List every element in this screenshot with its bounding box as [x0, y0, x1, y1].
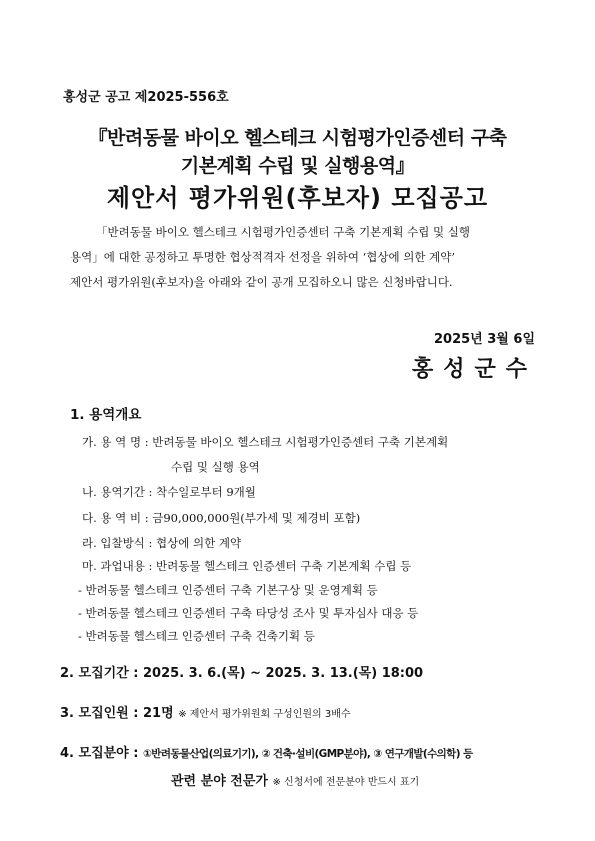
overview-item-name-cont: 수립 및 실행 용역 — [171, 460, 260, 474]
title-line-2: 기본계획 수립 및 실행용역』 — [180, 155, 415, 177]
issuer-name: 홍성군수 — [411, 356, 537, 382]
section-4-colon: : — [133, 746, 144, 761]
section-4-label: 4. 모집분야 — [60, 746, 129, 761]
overview-item-name: 가. 용 역 명 : 반려동물 바이오 헬스테크 시험평가인증센터 구축 기본계획 — [82, 435, 449, 449]
overview-item-cost: 다. 용 역 비 : 금90,000,000원(부가세 및 제경비 포함) — [82, 511, 361, 525]
section-2-colon: : — [133, 666, 144, 681]
section-4-recruit-fields — [60, 742, 473, 761]
section-1-heading: 1. 용역개요 — [70, 407, 142, 423]
scope-detail: - 반려동물 헬스테크 인증센터 구축 타당성 조사 및 투자심사 대응 등 — [78, 606, 419, 620]
section-2-value: 2025. 3. 6.(목) ~ 2025. 3. 13.(목) 18:00 — [143, 666, 424, 681]
section-3-recruit-count — [60, 702, 351, 721]
intro-line-2: 용역」에 대한 공정하고 투명한 협상적격자 선정을 위하여 ‘협상에 의한 계약’ — [70, 250, 455, 264]
section-4-note: ※ 신청서에 전문분야 반드시 표기 — [272, 777, 420, 788]
section-3-note: ※ 제안서 평가위원회 구성인원의 3배수 — [178, 709, 351, 720]
title-line-1: 『반려동물 바이오 헬스테크 시험평가인증센터 구축 — [88, 127, 507, 149]
section-4-experts: 관련 분야 전문가 — [171, 774, 268, 789]
scope-detail: - 반려동물 헬스테크 인증센터 구축 건축기획 등 — [78, 629, 315, 643]
notice-number: 홍성군 공고 제2025-556호 — [63, 90, 229, 105]
intro-line-1: 「반려동물 바이오 헬스테크 시험평가인증센터 구축 기본계획 수립 및 실행 — [96, 225, 471, 239]
overview-item-period: 나. 용역기간 : 착수일로부터 9개월 — [82, 485, 256, 499]
section-3-label: 3. 모집인원 — [60, 706, 129, 721]
overview-item-scope: 마. 과업내용 : 반려동물 헬스테크 인증센터 구축 기본계획 수립 등 — [82, 559, 412, 573]
notice-date: 2025년 3월 6일 — [434, 332, 535, 347]
section-4-fields: ①반려동물산업(의료기기), ② 건축·설비(GMP분야), ③ 연구개발(수의학) 등 — [143, 748, 473, 760]
section-4-line-2 — [171, 770, 419, 789]
section-3-value: 21명 — [143, 706, 174, 721]
intro-line-3: 제안서 평가위원(후보자)을 아래와 같이 공개 모집하오니 많은 신청바랍니다. — [70, 275, 453, 289]
overview-item-bid-method: 라. 입찰방식 : 협상에 의한 계약 — [82, 536, 242, 550]
section-2-label: 2. 모집기간 — [60, 666, 129, 681]
scope-detail: - 반려동물 헬스테크 인증센터 구축 기본구상 및 운영계획 등 — [78, 583, 378, 597]
section-2-recruit-period — [60, 662, 423, 681]
title-line-3: 제안서 평가위원(후보자) 모집공고 — [106, 184, 489, 212]
section-3-colon: : — [133, 706, 144, 721]
